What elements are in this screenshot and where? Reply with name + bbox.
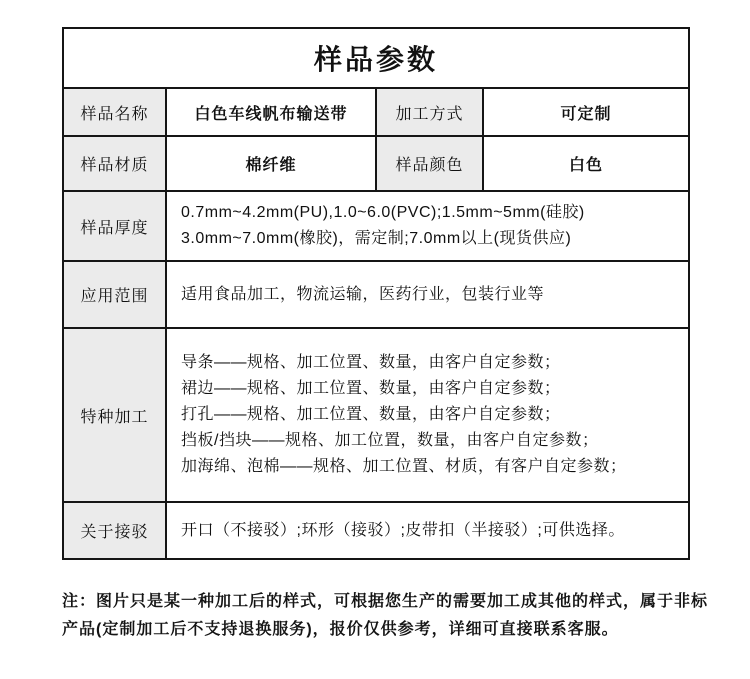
value-about-joining: 开口（不接驳）;环形（接驳）;皮带扣（半接驳）;可供选择。 — [166, 502, 689, 559]
row-application-range — [63, 261, 689, 328]
row-sample-thickness — [63, 191, 689, 261]
special-processing-line-5: 加海绵、泡棉——规格、加工位置、材质，有客户自定参数； — [181, 458, 627, 475]
value-special-processing — [166, 328, 689, 502]
special-processing-line-1: 导条——规格、加工位置、数量，由客户自定参数； — [181, 354, 561, 371]
label-sample-thickness: 样品厚度 — [63, 191, 166, 261]
value-sample-thickness — [166, 191, 689, 261]
special-processing-line-4: 挡板/挡块——规格、加工位置，数量，由客户自定参数； — [181, 432, 599, 449]
footer-note-line-2: 产品(定制加工后不支持退换服务)，报价仅供参考，详细可直接联系客服。 — [62, 621, 619, 638]
value-sample-material: 棉纤维 — [166, 136, 376, 191]
special-processing-line-2: 裙边——规格、加工位置、数量，由客户自定参数； — [181, 380, 561, 397]
title-row — [63, 28, 689, 88]
table-title: 样品参数 — [63, 28, 689, 88]
special-processing-line-3: 打孔——规格、加工位置、数量，由客户自定参数； — [181, 406, 561, 423]
label-sample-material: 样品材质 — [63, 136, 166, 191]
value-application-range: 适用食品加工，物流运输，医药行业，包装行业等 — [166, 261, 689, 328]
row-sample-material — [63, 136, 689, 191]
row-special-processing — [63, 328, 689, 502]
label-application-range: 应用范围 — [63, 261, 166, 328]
value-sample-name: 白色车线帆布输送带 — [166, 88, 376, 136]
label-about-joining: 关于接驳 — [63, 502, 166, 559]
footer-note-line-1: 注：图片只是某一种加工后的样式，可根据您生产的需要加工成其他的样式，属于非标 — [62, 593, 709, 610]
label-sample-color: 样品颜色 — [376, 136, 483, 191]
label-processing-method: 加工方式 — [376, 88, 483, 136]
label-special-processing: 特种加工 — [63, 328, 166, 502]
thickness-line-2: 3.0mm~7.0mm(橡胶)，需定制;7.0mm以上(现货供应) — [181, 230, 572, 247]
row-about-joining — [63, 502, 689, 559]
row-sample-name — [63, 88, 689, 136]
thickness-line-1: 0.7mm~4.2mm(PU),1.0~6.0(PVC);1.5mm~5mm(硅胶) — [181, 204, 585, 221]
footer-note — [62, 588, 727, 644]
spec-table — [62, 27, 690, 560]
label-sample-name: 样品名称 — [63, 88, 166, 136]
value-processing-method: 可定制 — [483, 88, 689, 136]
value-sample-color: 白色 — [483, 136, 689, 191]
